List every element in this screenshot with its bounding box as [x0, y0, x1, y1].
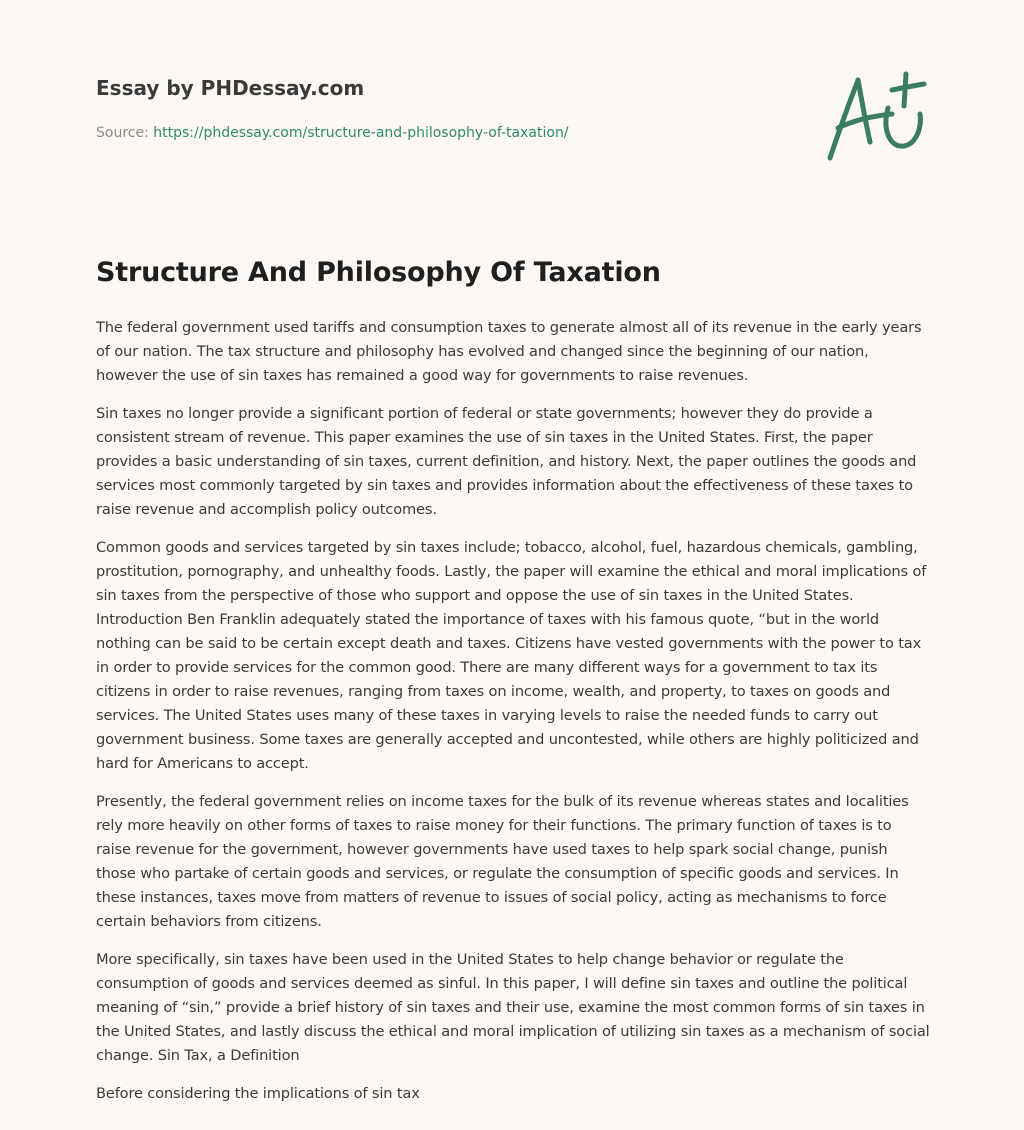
essay-paragraph: Sin taxes no longer provide a significant portion of federal or state governments; however they do provide a consistent stream of revenue. This paper examines the use of sin taxes in the United States. First, the paper provides a basic understanding of sin taxes, current definition, and history. Next, the paper outlines the goods and services most commonly targeted by sin taxes and provides information about the effectiveness of these taxes to raise revenue and accomplish policy outcomes. — [96, 405, 917, 518]
essay-title: Structure And Philosophy Of Taxation — [96, 257, 661, 288]
essay-paragraph: Before considering the implications of sin tax — [96, 1085, 420, 1102]
essay-paragraph: Presently, the federal government relies on income taxes for the bulk of its revenue whereas states and localities rely more heavily on other forms of taxes to raise money for their functions. The primary function of taxes is to raise revenue for the government, however governments have used taxes to help spark social change, punish those who partake of certain goods and services, or regulate the consumption of specific goods and services. In these instances, taxes move from matters of revenue to issues of social policy, acting as mechanisms to force certain behaviors from citizens. — [96, 793, 909, 930]
essay-paragraph: More specifically, sin taxes have been used in the United States to help change behavior or regulate the consumption of goods and services deemed as sinful. In this paper, I will define sin taxes and outline the political meaning of “sin,” provide a brief history of sin taxes and their use, examine the most common forms of sin taxes in the United States, and lastly discuss the ethical and moral implication of utilizing sin taxes as a mechanism of social change. Sin Tax, a Definition — [96, 951, 930, 1064]
site-brand: Essay by PHDessay.com — [96, 76, 365, 100]
essay-paragraph: Common goods and services targeted by sin taxes include; tobacco, alcohol, fuel, hazardous chemicals, gambling, prostitution, pornography, and unhealthy foods. Lastly, the paper will examine the ethical and moral implications of sin taxes from the perspective of those who support and oppose the use of sin taxes in the United States. Introduction Ben Franklin adequately stated the importance of taxes with his famous quote, “but in the world nothing can be said to be certain except death and taxes. Citizens have vested governments with the power to tax in order to provide services for the common good. There are many different ways for a government to tax its citizens in order to raise revenues, ranging from taxes on income, wealth, and property, to taxes on goods and services. The United States uses many of these taxes in varying levels to raise the needed funds to carry out government business. Some taxes are generally accepted and uncontested, while others are highly politicized and hard for Americans to accept. — [96, 539, 927, 772]
source-link[interactable]: https://phdessay.com/structure-and-philosophy-of-taxation/ — [153, 125, 569, 141]
essay-body — [96, 316, 930, 1120]
essay-paragraph: The federal government used tariffs and consumption taxes to generate almost all of its revenue in the early years of our nation. The tax structure and philosophy has evolved and changed since the beginning of our nation, however the use of sin taxes has remained a good way for governments to raise revenues. — [96, 319, 922, 384]
source-line — [96, 125, 569, 141]
a-plus-logo-icon — [824, 68, 928, 164]
source-label: Source: — [96, 125, 154, 141]
